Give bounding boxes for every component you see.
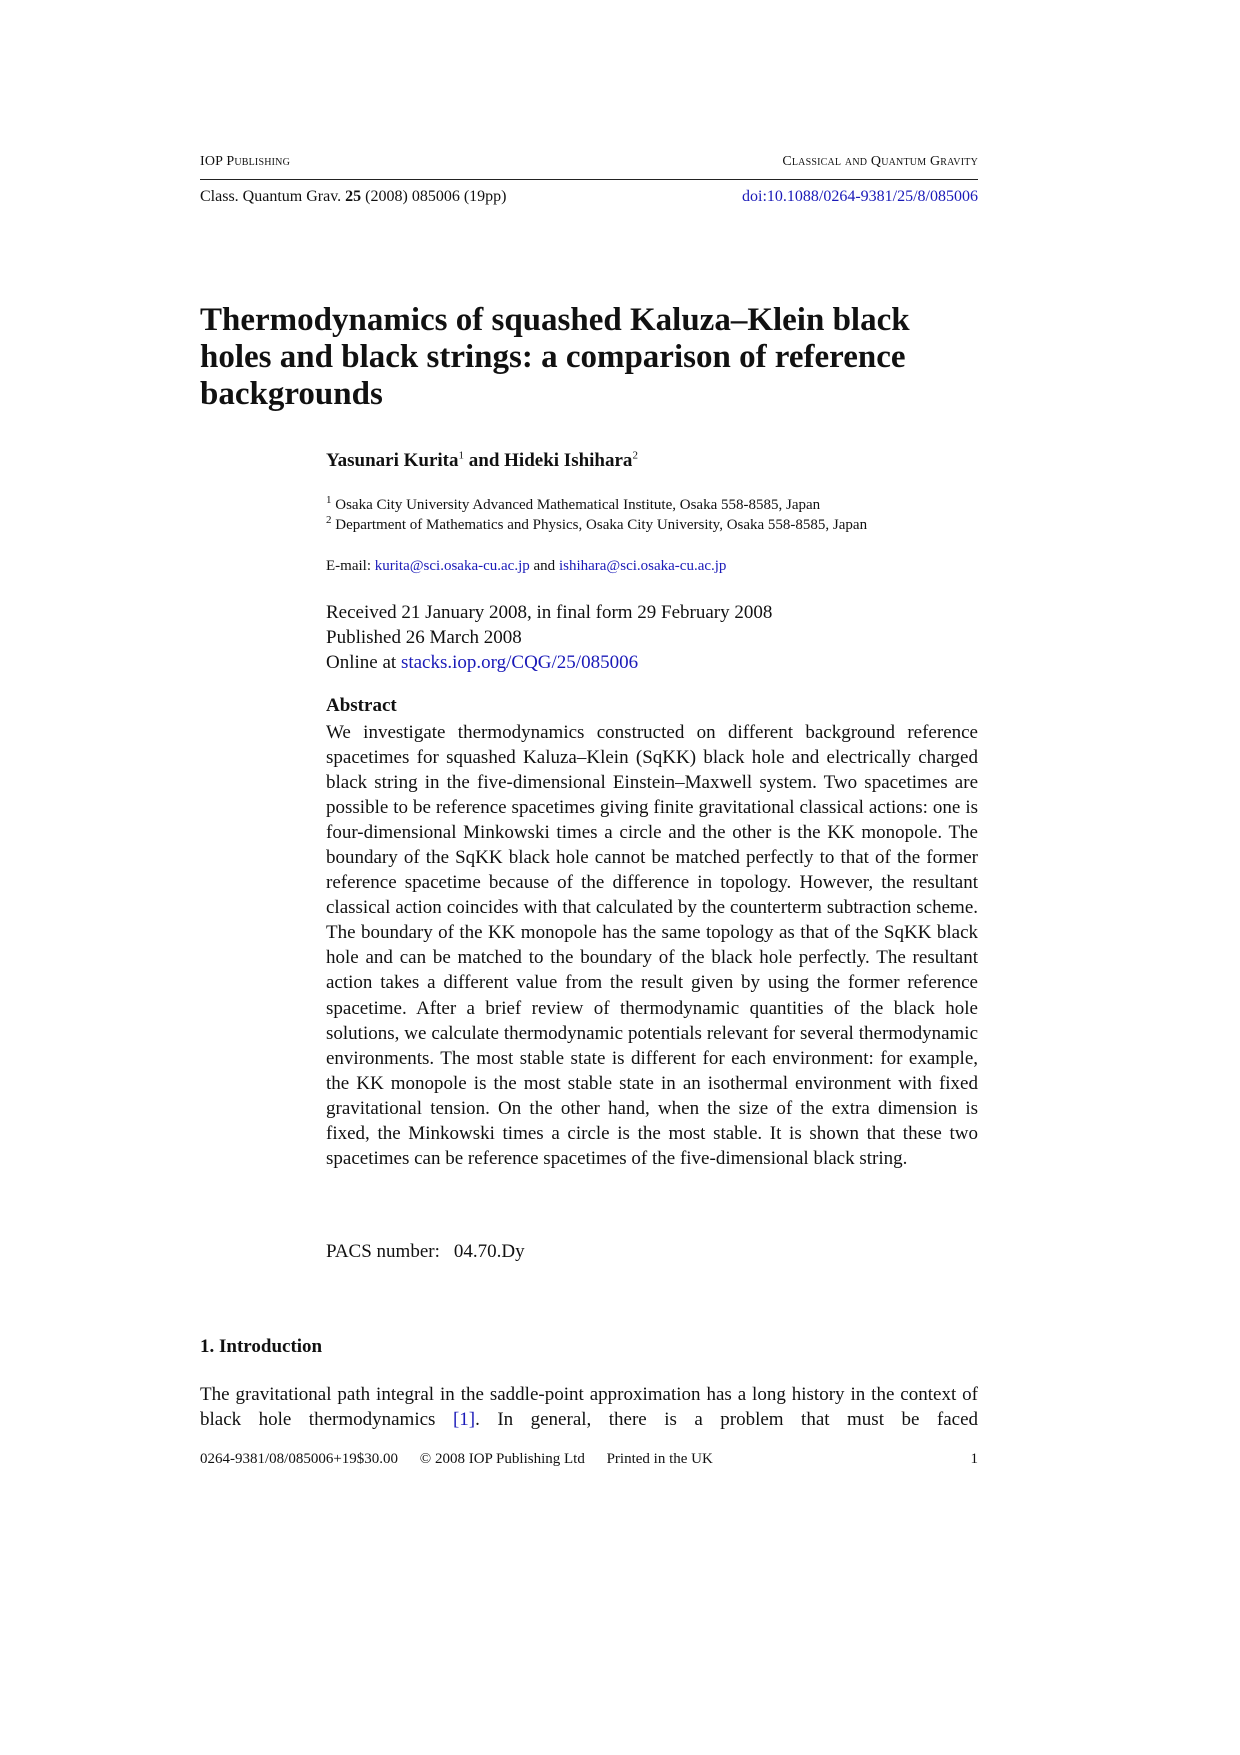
header-divider	[200, 179, 978, 180]
paper-title: Thermodynamics of squashed Kaluza–Klein black holes and black strings: a comparison of reference backgrounds	[200, 302, 910, 412]
running-head	[200, 154, 978, 170]
pacs-label: PACS number:	[326, 1241, 440, 1262]
email-label: E-mail:	[326, 558, 371, 574]
author-list	[326, 450, 638, 472]
pacs-value: 04.70.Dy	[453, 1241, 525, 1262]
intro-text-part: . In general, there is a problem that must be faced	[475, 1409, 978, 1430]
author-name: Hideki Ishihara	[504, 450, 633, 471]
page-footer	[200, 1451, 978, 1468]
online-link[interactable]: stacks.iop.org/CQG/25/085006	[400, 652, 639, 673]
citation-volume: 25	[345, 188, 362, 205]
citation-journal: Class. Quantum Grav.	[200, 188, 342, 205]
affiliation-mark: 2	[632, 449, 638, 462]
email-conjunction: and	[533, 558, 556, 574]
author-conjunction: and	[468, 450, 500, 471]
footer-info	[200, 1451, 731, 1468]
abstract-text: We investigate thermodynamics constructed on different background reference spacetimes for squashed Kaluza–Klein (SqKK) black hole and electrically charged black string in the five-dimensional Einstein–Maxwell system. Two spacetimes are possible to be reference spacetimes giving finite gravitational classical actions: one is four-dimensional Minkowski times a circle and the other is the KK monopole. The boundary of the SqKK black hole cannot be matched perfectly to that of the former reference spacetime because of the difference in topology. However, the resultant classical action coincides with that calculated by the counterterm subtraction scheme. The boundary of the KK monopole has the same topology as that of the SqKK black hole and can be matched to the boundary of the black hole perfectly. The resultant action takes a different value from the result given by using the former reference spacetime. After a brief review of thermodynamic quantities of the black hole solutions, we calculate thermodynamic potentials relevant for several thermodynamic environments. The most stable state is different for each environment: for example, the KK monopole is the most stable state in an isothermal environment with fixed gravitational tension. On the other hand, when the size of the extra dimension is fixed, the Minkowski times a circle is the most stable. It is shown that these two spacetimes can be reference spacetimes of the five-dimensional black string.	[326, 722, 978, 1169]
affiliation-mark: 1	[326, 494, 332, 506]
email-link-ishihara[interactable]: ishihara@sci.osaka-cu.ac.jp	[558, 558, 727, 574]
section-heading-introduction: 1. Introduction	[200, 1336, 323, 1357]
abstract-heading: Abstract	[326, 695, 397, 716]
pacs-line	[326, 1241, 525, 1263]
publisher-name: IOP Publishing	[200, 154, 291, 169]
received-date: Received 21 January 2008, in final form 29 February 2008	[326, 602, 773, 623]
citation-line	[200, 188, 978, 206]
email-line	[326, 558, 726, 575]
publication-dates	[326, 600, 772, 675]
affiliation-2	[326, 514, 868, 534]
citation-details: (2008) 085006 (19pp)	[365, 188, 507, 205]
doi-link[interactable]: doi:10.1088/0264-9381/25/8/085006	[742, 188, 978, 205]
affiliation-text: Osaka City University Advanced Mathematical Institute, Osaka 558-8585, Japan	[335, 497, 821, 513]
online-label: Online at	[326, 652, 397, 673]
email-link-kurita[interactable]: kurita@sci.osaka-cu.ac.jp	[374, 558, 530, 574]
footer-code: 0264-9381/08/085006+19$30.00	[200, 1451, 399, 1467]
page-number: 1	[970, 1451, 978, 1467]
affiliation-mark: 1	[458, 449, 464, 462]
citation	[200, 188, 506, 206]
footer-copyright: © 2008 IOP Publishing Ltd	[419, 1451, 585, 1467]
published-date: Published 26 March 2008	[326, 627, 522, 648]
introduction-text	[200, 1382, 978, 1432]
online-line	[326, 650, 772, 675]
affiliation-mark: 2	[326, 514, 332, 526]
footer-printed: Printed in the UK	[606, 1451, 713, 1467]
journal-name: Classical and Quantum Gravity	[782, 154, 978, 169]
affiliation-text: Department of Mathematics and Physics, Osaka City University, Osaka 558-8585, Japan	[335, 517, 868, 533]
intro-text-part: The gravitational path integral in the saddle-point approximation has a long history in the context of black hole thermodynamics	[200, 1384, 978, 1430]
author-name: Yasunari Kurita	[326, 450, 459, 471]
reference-link-1[interactable]: [1]	[452, 1409, 476, 1430]
affiliation-1	[326, 494, 821, 514]
